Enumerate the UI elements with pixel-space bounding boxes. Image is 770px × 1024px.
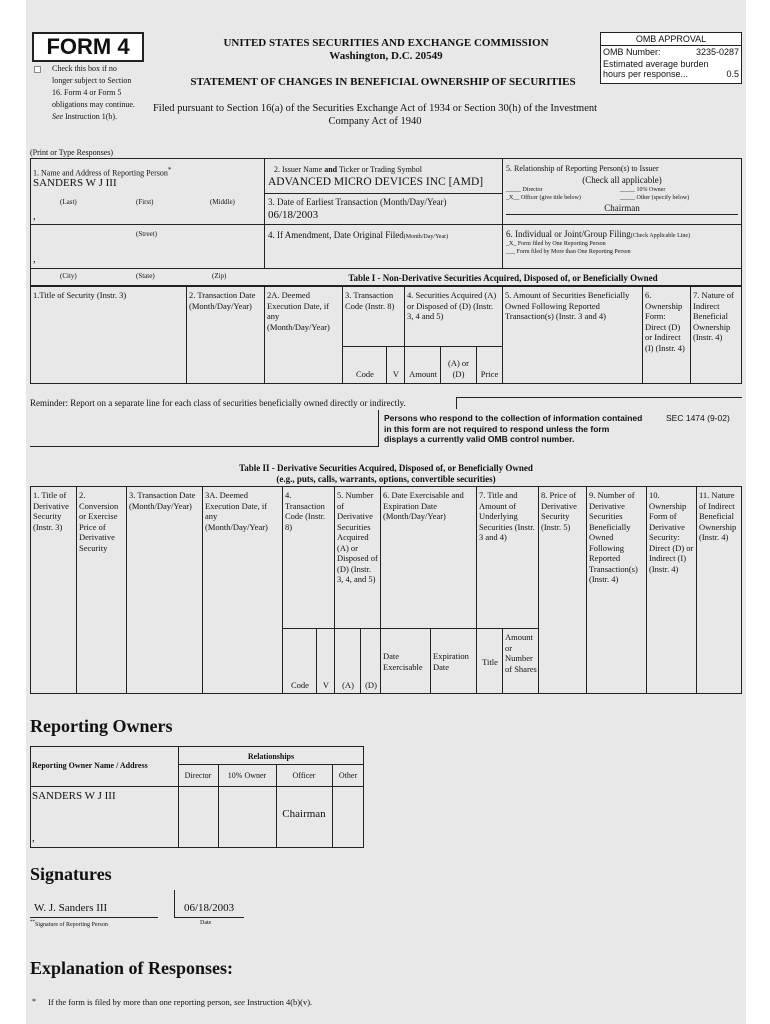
street-label: (Street)	[136, 230, 157, 238]
box3-label: 3. Date of Earliest Transaction (Month/Day/Year)	[268, 197, 447, 207]
form-title: FORM 4	[46, 34, 130, 59]
t2-col11: 11. Nature of Indirect Beneficial Ownership (Instr. 4)	[699, 490, 737, 542]
t2-sub-title: Title	[482, 657, 498, 667]
box5-label: 5. Relationship of Reporting Person(s) to Issuer	[506, 164, 659, 173]
t1-col2: 2. Transaction Date (Month/Day/Year)	[189, 290, 256, 311]
reporting-owners-heading: Reporting Owners	[30, 716, 173, 736]
ro-col-name: Reporting Owner Name / Address	[32, 761, 148, 770]
t2-sub-expiration: Expiration Date	[433, 651, 469, 672]
box1-label-star: *	[167, 166, 172, 174]
t2-col1: 1. Title of Derivative Security (Instr. 3)	[33, 490, 69, 532]
t2-sub-number: Amount or Number of Shares	[505, 632, 537, 674]
print-or-type: (Print or Type Responses)	[30, 148, 114, 157]
box5-sub: (Check all applicable)	[582, 175, 662, 185]
issuer-name: ADVANCED MICRO DEVICES INC [AMD]	[268, 176, 484, 188]
t1-col5: 5. Amount of Securities Beneficially Owned Following Reported Transaction(s) (Instr. 3 and 4)	[505, 290, 630, 321]
box1-label-text: 1. Name and Address of Reporting Person	[33, 168, 168, 178]
officer-title: Chairman	[506, 203, 738, 215]
address-comma-2: ,	[33, 253, 36, 265]
t1-col4: 4. Securities Acquired (A) or Disposed of (D) (Instr. 3, 4 and 5)	[407, 290, 497, 321]
ro-row-officer: Chairman	[282, 808, 326, 820]
t1-sub-code: Code	[356, 369, 374, 379]
box2-label-post: Ticker or Trading Symbol	[337, 165, 423, 174]
ro-row-name: SANDERS W J III	[32, 790, 116, 802]
no-longer-subject-text	[52, 63, 138, 123]
ro-row-comma: ,	[32, 832, 35, 844]
t1-sub-aord: (A) or (D)	[447, 358, 469, 379]
omb-burden-row	[601, 59, 741, 79]
checkbox-text-a: Check this box if no longer subject to Section 16. Form 4 or Form 5 obligations may continue.	[52, 64, 135, 109]
sec-number: SEC 1474 (9-02)	[666, 413, 730, 423]
ro-col-director: Director	[184, 771, 212, 780]
t2-sub-code: Code	[291, 680, 309, 690]
explanation-text-post: Instruction 4(b)(v).	[244, 997, 313, 1007]
filing-option-one: _X_ Form filed by One Reporting Person	[506, 241, 606, 247]
signatures-heading: Signatures	[30, 864, 112, 884]
ro-relationships: Relationships	[247, 752, 295, 761]
t2-col2: 2. Conversion or Exercise Price of Derivative Security	[79, 490, 119, 553]
checkbox-text-b: Instruction 1(b).	[63, 112, 118, 121]
statement-title: STATEMENT OF CHANGES IN BENEFICIAL OWNERSHIP OF SECURITIES	[190, 76, 576, 88]
omb-header: OMB APPROVAL	[601, 33, 741, 46]
t2-sub-a: (A)	[342, 680, 354, 690]
reminder-text: Reminder: Report on a separate line for each class of securities beneficially owned directly or indirectly.	[30, 398, 406, 408]
t1-sub-price: Price	[480, 369, 499, 379]
reporting-person-name: SANDERS W J III	[33, 177, 117, 189]
explanation-star: *	[32, 997, 36, 1006]
table2-title: Table II - Derivative Securities Acquired, Disposed of, or Beneficially Owned	[239, 463, 533, 473]
filing-option-more: ___ Form filed by More than One Reporting Person	[506, 249, 631, 255]
signature-label-text: Signature of Reporting Person	[35, 922, 108, 928]
t2-sub-v: V	[322, 680, 330, 690]
omb-burden-value: 0.5	[726, 69, 739, 79]
omb-number-value: 3235-0287	[695, 47, 739, 57]
relation-officer: _X__ Officer (give title below)	[506, 195, 581, 201]
explanation-text	[48, 997, 312, 1007]
ro-col-other: Other	[338, 771, 358, 780]
relation-other: _____ Other (specify below)	[620, 195, 690, 201]
ro-col-officer: Officer	[292, 771, 316, 780]
omb-approval-box	[600, 32, 742, 84]
t1-col1: 1.Title of Security (Instr. 3)	[33, 290, 127, 300]
t2-col4: 4. Transaction Code (Instr. 8)	[285, 490, 326, 532]
box6-label-small: (Check Applicable Line)	[630, 233, 691, 239]
explanation-text-see: see	[234, 997, 245, 1007]
explanation-text-pre: If the form is filed by more than one reporting person,	[48, 997, 235, 1007]
zip-label: (Zip)	[212, 272, 227, 280]
last-label: (Last)	[60, 198, 77, 206]
box4-label	[268, 230, 448, 243]
form-title-box	[32, 32, 144, 62]
table2-subtitle: (e.g., puts, calls, warrants, options, convertible securities)	[276, 474, 496, 484]
t2-col8: 8. Price of Derivative Security (Instr. 5)	[541, 490, 577, 532]
no-longer-subject-checkbox[interactable]	[34, 66, 41, 73]
t2-col3: 3. Transaction Date (Month/Day/Year)	[129, 490, 196, 511]
box4-label-small: (Month/Day/Year)	[403, 234, 449, 240]
t2-col10: 10. Ownership Form of Derivative Security: Direct (D) or Indirect (I) (Instr. 4)	[649, 490, 694, 574]
box4-label-text: 4. If Amendment, Date Original Filed	[268, 230, 404, 240]
t1-col6: 6. Ownership Form: Direct (D) or Indirect (I) (Instr. 4)	[645, 290, 685, 353]
t1-col2a: 2A. Deemed Execution Date, if any (Month/Day/Year)	[267, 290, 330, 332]
state-label: (State)	[136, 272, 155, 280]
middle-label: (Middle)	[210, 198, 235, 206]
t2-sub-exercisable: Date Exercisable	[383, 651, 423, 672]
t1-sub-amount: Amount	[409, 369, 437, 379]
first-label: (First)	[136, 198, 154, 206]
checkbox-text-see: See	[52, 112, 64, 121]
box2-label-pre: 2. Issuer Name	[274, 165, 325, 174]
t1-col7: 7. Nature of Indirect Beneficial Ownership (Instr. 4)	[693, 290, 734, 342]
signer-name: W. J. Sanders III	[34, 902, 108, 914]
form-page	[26, 0, 746, 1024]
t2-col6: 6. Date Exercisable and Expiration Date (Month/Day/Year)	[383, 490, 464, 521]
table1-title: Table I - Non-Derivative Securities Acquired, Disposed of, or Beneficially Owned	[348, 273, 658, 283]
t2-sub-d: (D)	[365, 680, 377, 690]
box6-label-text: 6. Individual or Joint/Group Filing	[506, 229, 631, 239]
address-comma-1: ,	[33, 210, 36, 222]
t1-sub-v: V	[392, 369, 400, 379]
city-label: (City)	[60, 272, 77, 280]
omb-number-label: OMB Number:	[603, 47, 661, 57]
signature-label-star: **	[30, 920, 35, 925]
omb-notice: Persons who respond to the collection of information contained in this form are not required to respond unless the form displays a currently valid OMB control number.	[384, 413, 643, 444]
t2-col9: 9. Number of Derivative Securities Beneficially Owned Following Reported Transaction(s) (Instr. 4)	[589, 490, 638, 584]
box2-label-and: and	[324, 165, 338, 174]
relation-ten-pct: _____ 10% Owner	[620, 187, 666, 193]
omb-number-row	[601, 46, 741, 59]
filed-pursuant: Filed pursuant to Section 16(a) of the Securities Exchange Act of 1934 or Section 30(h) of the Investment Company Act of 1940	[152, 103, 598, 127]
t2-col5: 5. Number of Derivative Securities Acquired (A) or Disposed of (D) (Instr. 3, 4, and 5)	[337, 490, 378, 584]
earliest-transaction-date: 06/18/2003	[268, 209, 319, 221]
agency-address: Washington, D.C. 20549	[329, 50, 443, 62]
signature-label	[30, 920, 108, 928]
box2-label	[274, 165, 422, 175]
t1-col3: 3. Transaction Code (Instr. 8)	[345, 290, 395, 311]
agency-name: UNITED STATES SECURITIES AND EXCHANGE COMMISSION	[223, 37, 549, 49]
omb-burden-label: Estimated average burden hours per response...	[603, 59, 709, 79]
ro-col-ten: 10% Owner	[227, 771, 267, 780]
date-label: Date	[200, 920, 212, 926]
relation-director: _____ Director	[506, 187, 543, 193]
explanation-heading: Explanation of Responses:	[30, 958, 234, 978]
signature-date: 06/18/2003	[184, 902, 235, 914]
t2-col7: 7. Title and Amount of Underlying Securities (Instr. 3 and 4)	[479, 490, 535, 542]
t2-col3a: 3A. Deemed Execution Date, if any (Month/Day/Year)	[205, 490, 268, 532]
